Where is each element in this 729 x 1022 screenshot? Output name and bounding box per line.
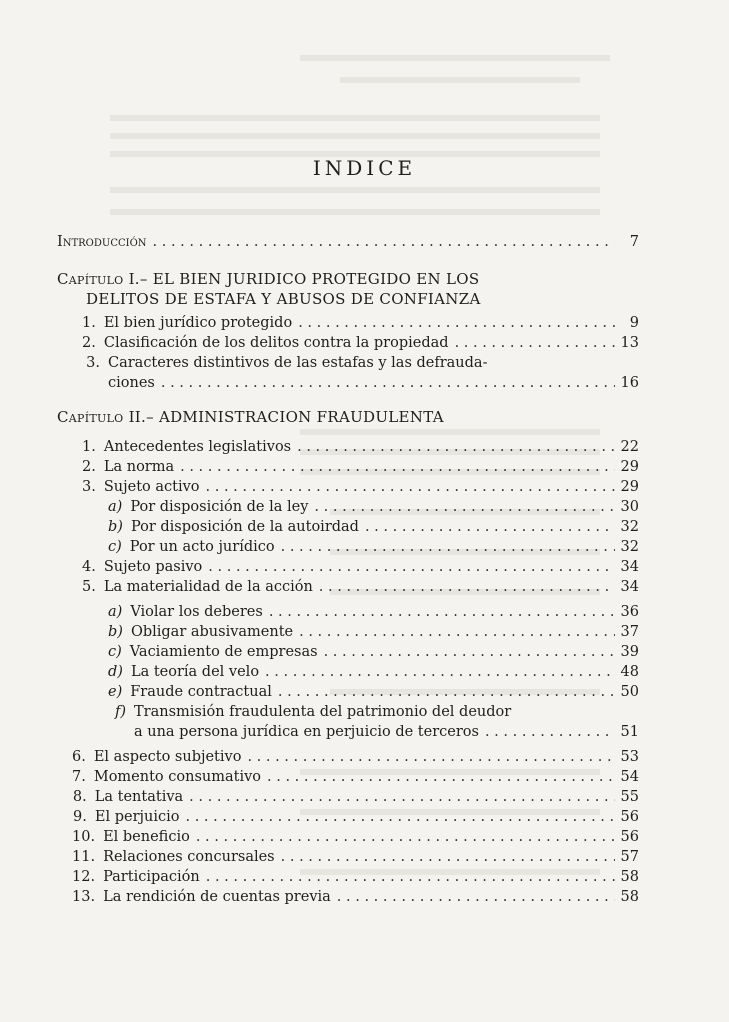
leader-dots — [206, 478, 615, 496]
leader-dots — [324, 643, 615, 661]
toc-subentry — [108, 623, 639, 641]
leader-dots — [265, 663, 615, 681]
entry-number: 1. — [82, 439, 96, 455]
leader-dots — [206, 868, 615, 886]
leader-dots — [485, 723, 615, 741]
page-number: 7 — [629, 234, 639, 250]
leader-dots — [269, 603, 615, 621]
page-number: 29 — [620, 479, 639, 495]
leader-dots — [299, 623, 614, 641]
page-number: 55 — [620, 789, 639, 805]
leader-dots — [180, 458, 614, 476]
page-number: 30 — [620, 499, 639, 515]
page-number: 57 — [620, 849, 639, 865]
leader-dots — [298, 314, 615, 332]
entry-label: Participación — [103, 869, 200, 885]
page-number: 51 — [620, 724, 639, 740]
leader-dots — [297, 438, 614, 456]
page-number: 53 — [620, 749, 639, 765]
toc-subentry — [108, 518, 639, 536]
page-title: INDICE — [312, 156, 417, 180]
page-number: 50 — [620, 684, 639, 700]
page-number: 39 — [620, 644, 639, 660]
entry-label: Violar los deberes — [130, 604, 263, 620]
entry-label: Momento consumativo — [93, 769, 262, 785]
page-number: 34 — [620, 559, 639, 575]
leader-dots — [185, 808, 614, 826]
toc-subentry — [108, 603, 639, 621]
toc-entry — [82, 354, 639, 372]
entry-label: El aspecto subjetivo — [93, 749, 242, 765]
entry-label: La tentativa — [94, 789, 184, 805]
page-number: 13 — [620, 335, 639, 351]
entry-label: Por disposición de la autoirdad — [130, 519, 359, 535]
page-number: 56 — [620, 809, 639, 825]
chapter-1-title-line2: DELITOS DE ESTAFA Y ABUSOS DE CONFIANZA — [86, 290, 481, 308]
chapter-1-prefix: Capítulo I. — [57, 270, 140, 288]
introduction-label: Introducción — [57, 234, 147, 250]
entry-number: 3. — [86, 355, 100, 371]
toc-subentry — [108, 538, 639, 556]
toc-entry — [72, 788, 639, 806]
chapter-1-title-line1: – EL BIEN JURIDICO PROTEGIDO EN LOS — [139, 270, 480, 288]
toc-entry — [82, 334, 639, 352]
entry-letter: c) — [108, 539, 122, 555]
page-number: 32 — [620, 539, 639, 555]
toc-entry-continuation — [108, 374, 639, 392]
entry-label: La teoría del velo — [130, 664, 260, 680]
entry-label: Sujeto pasivo — [103, 559, 203, 575]
entry-label: Por disposición de la ley — [130, 499, 309, 515]
toc-entry — [82, 558, 639, 576]
page-number: 22 — [620, 439, 639, 455]
entry-label: Vaciamiento de empresas — [129, 644, 318, 660]
page-number: 34 — [620, 579, 639, 595]
toc-subentry-continuation — [134, 723, 639, 741]
toc-entry — [82, 438, 639, 456]
entry-label: El perjuicio — [94, 809, 180, 825]
leader-dots — [267, 768, 615, 786]
toc-entry — [82, 478, 639, 496]
entry-label: Por un acto jurídico — [129, 539, 275, 555]
entry-number: 7. — [72, 769, 86, 785]
leader-dots — [208, 558, 614, 576]
leader-dots — [365, 518, 615, 536]
page-number: 56 — [620, 829, 639, 845]
entry-number: 2. — [82, 335, 96, 351]
entry-number: 8. — [72, 789, 87, 805]
toc-subentry — [108, 498, 639, 516]
leader-dots — [196, 828, 615, 846]
entry-number: 5. — [82, 579, 96, 595]
page-number: 9 — [629, 315, 639, 331]
toc-entry — [72, 748, 639, 766]
toc-entry — [72, 768, 639, 786]
entry-label: El beneficio — [103, 829, 190, 845]
toc-subentry — [108, 683, 639, 701]
entry-letter: c) — [108, 644, 122, 660]
entry-label: Caracteres distintivos de las estafas y las defrauda- — [108, 355, 488, 371]
page-number: 48 — [620, 664, 639, 680]
entry-label: Antecedentes legislativos — [103, 439, 292, 455]
page-number: 37 — [620, 624, 639, 640]
leader-dots — [153, 233, 615, 251]
entry-letter: f) — [114, 704, 126, 720]
leader-dots — [314, 498, 614, 516]
toc-entry — [82, 578, 639, 596]
page-number: 16 — [620, 375, 639, 391]
entry-label: Sujeto activo — [103, 479, 200, 495]
entry-label: a una persona jurídica en perjuicio de terceros — [134, 724, 479, 740]
toc-entry — [82, 458, 639, 476]
leader-dots — [455, 334, 615, 352]
page-number: 54 — [620, 769, 639, 785]
leader-dots — [189, 788, 614, 806]
entry-number: 2. — [82, 459, 96, 475]
toc-entry — [72, 848, 639, 866]
entry-number: 9. — [73, 809, 87, 825]
entry-label: La rendición de cuentas previa — [103, 889, 331, 905]
entry-number: 12. — [72, 869, 96, 885]
chapter-1-heading-line2 — [86, 290, 639, 308]
toc-subentry — [108, 703, 639, 721]
entry-letter: b) — [108, 519, 123, 535]
page-number: 29 — [620, 459, 639, 475]
chapter-1-heading — [57, 270, 639, 288]
entry-letter: a) — [108, 604, 123, 620]
toc-subentry — [108, 643, 639, 661]
leader-dots — [319, 578, 615, 596]
entry-label: Clasificación de los delitos contra la propiedad — [103, 335, 449, 351]
entry-number: 13. — [72, 889, 96, 905]
chapter-2-prefix: Capítulo II. — [57, 408, 147, 426]
entry-number: 6. — [72, 749, 86, 765]
entry-label: Relaciones concursales — [103, 849, 275, 865]
entry-letter: e) — [108, 684, 123, 700]
toc-entry — [82, 314, 639, 332]
leader-dots — [161, 374, 615, 392]
entry-label: Obligar abusivamente — [130, 624, 294, 640]
entry-label: La materialidad de la acción — [103, 579, 313, 595]
entry-number: 4. — [82, 559, 96, 575]
leader-dots — [278, 683, 615, 701]
leader-dots — [281, 848, 615, 866]
entry-label: Transmisión fraudulenta del patrimonio del deudor — [134, 704, 512, 720]
toc-entry-introduction — [57, 233, 639, 251]
entry-number: 11. — [72, 849, 96, 865]
page-number: 58 — [620, 889, 639, 905]
chapter-2-title: – ADMINISTRACION FRAUDULENTA — [146, 408, 444, 426]
toc-entry — [72, 888, 639, 906]
page-number: 36 — [620, 604, 639, 620]
entry-number: 1. — [82, 315, 96, 331]
entry-letter: b) — [108, 624, 123, 640]
entry-label: ciones — [108, 375, 155, 391]
toc-entry — [72, 808, 639, 826]
page-number: 58 — [620, 869, 639, 885]
entry-letter: d) — [108, 664, 123, 680]
entry-number: 10. — [72, 829, 96, 845]
leader-dots — [281, 538, 615, 556]
entry-label: El bien jurídico protegido — [103, 315, 293, 331]
entry-letter: a) — [108, 499, 123, 515]
leader-dots — [247, 748, 614, 766]
toc-entry — [72, 828, 639, 846]
page-number: 32 — [620, 519, 639, 535]
chapter-2-heading — [57, 408, 639, 426]
leader-dots — [337, 888, 615, 906]
entry-label: Fraude contractual — [130, 684, 272, 700]
entry-number: 3. — [82, 479, 96, 495]
toc-entry — [72, 868, 639, 886]
toc-subentry — [108, 663, 639, 681]
entry-label: La norma — [103, 459, 175, 475]
